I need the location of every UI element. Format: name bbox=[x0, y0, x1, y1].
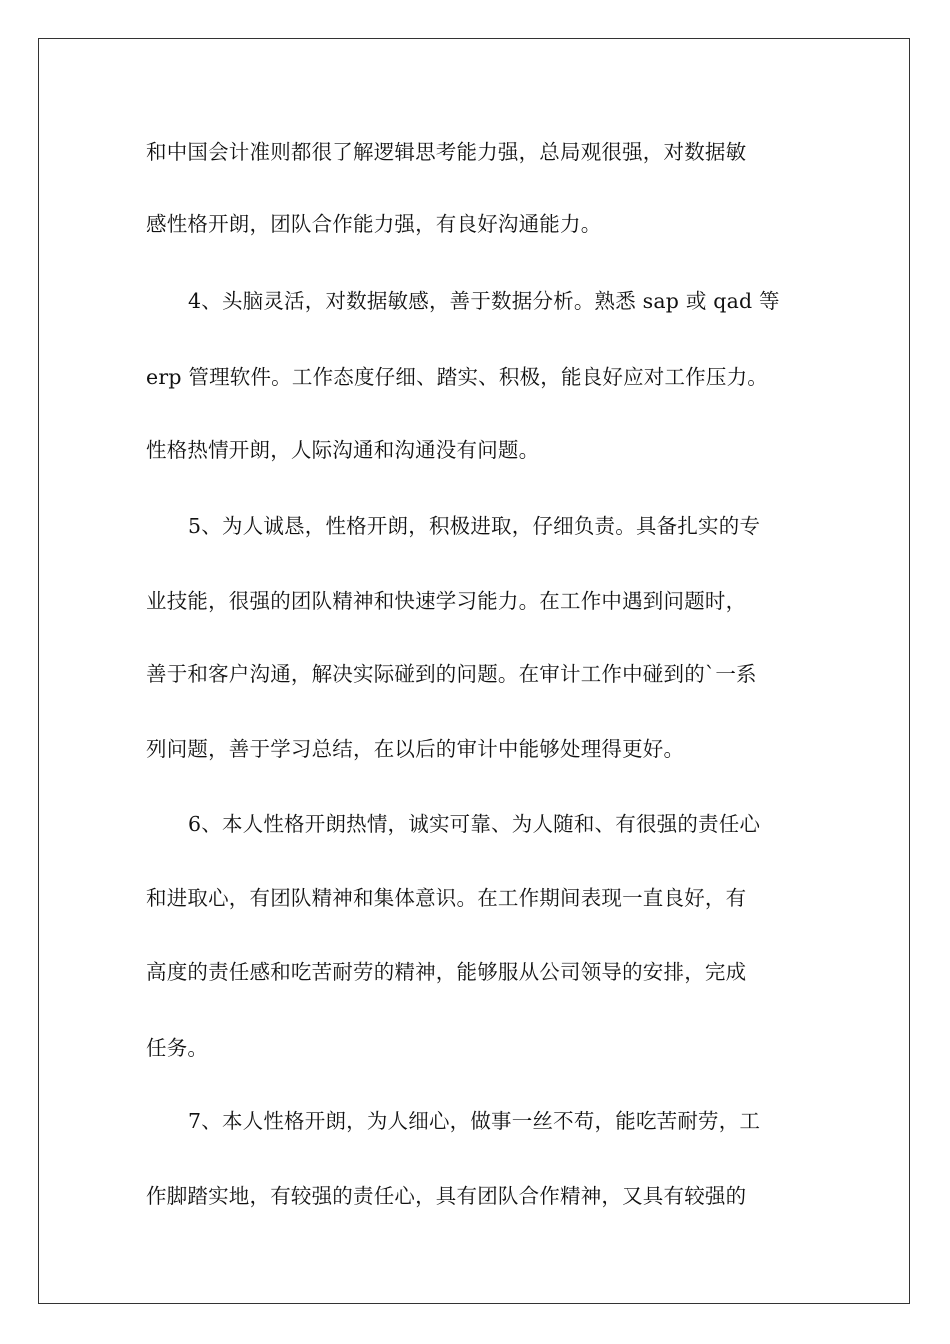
text-line: 任务。 bbox=[146, 1036, 209, 1060]
text-line: 善于和客户沟通，解决实际碰到的问题。在审计工作中碰到的`一系 bbox=[146, 662, 757, 686]
text-line: 5、为人诚恳，性格开朗，积极进取，仔细负责。具备扎实的专 bbox=[188, 514, 761, 538]
text-line: 高度的责任感和吃苦耐劳的精神，能够服从公司领导的安排，完成 bbox=[146, 960, 747, 984]
text-line: 和进取心，有团队精神和集体意识。在工作期间表现一直良好，有 bbox=[146, 886, 747, 910]
text-line: 6、本人性格开朗热情，诚实可靠、为人随和、有很强的责任心 bbox=[188, 812, 761, 836]
text-line: 4、头脑灵活，对数据敏感，善于数据分析。熟悉 sap 或 qad 等 bbox=[188, 289, 780, 313]
text-line: 性格热情开朗，人际沟通和沟通没有问题。 bbox=[146, 438, 540, 462]
text-line: 业技能，很强的团队精神和快速学习能力。在工作中遇到问题时， bbox=[146, 589, 747, 613]
text-line: 7、本人性格开朗，为人细心，做事一丝不苟，能吃苦耐劳，工 bbox=[188, 1109, 761, 1133]
text-line: 作脚踏实地，有较强的责任心，具有团队合作精神，又具有较强的 bbox=[146, 1184, 747, 1208]
text-line: erp 管理软件。工作态度仔细、踏实、积极，能良好应对工作压力。 bbox=[146, 365, 768, 389]
text-line: 列问题，善于学习总结，在以后的审计中能够处理得更好。 bbox=[146, 737, 685, 761]
text-line: 感性格开朗，团队合作能力强，有良好沟通能力。 bbox=[146, 212, 602, 236]
text-line: 和中国会计准则都很了解逻辑思考能力强，总局观很强，对数据敏 bbox=[146, 140, 747, 164]
